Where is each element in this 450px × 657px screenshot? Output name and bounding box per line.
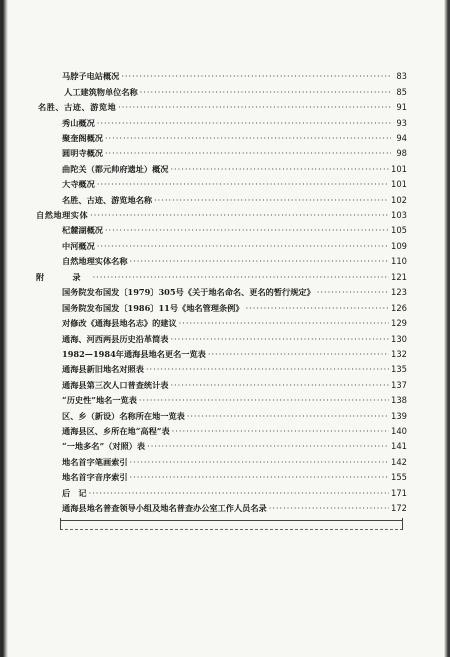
toc-entry (62, 145, 407, 161)
toc-section (36, 207, 407, 223)
toc-entry-page: 138 (391, 395, 407, 405)
toc-leader-dots (97, 115, 391, 131)
toc-leader-dots (105, 222, 389, 238)
toc-entry-page: 135 (391, 364, 407, 374)
toc-entry-title: “历史性”地名一览表 (62, 395, 137, 405)
bottom-rule-tick (402, 518, 403, 530)
toc-entry-page: 155 (391, 472, 407, 482)
toc-entry-title: 中河概况 (62, 241, 95, 251)
toc-leader-dots (172, 423, 389, 439)
toc-entry-page: 140 (391, 426, 407, 436)
toc-entry-page: 102 (391, 195, 407, 205)
toc-entry-page: 85 (396, 87, 407, 97)
toc-entry-page: 101 (391, 164, 407, 174)
toc-entry-title: 地名首字音序索引 (62, 472, 128, 482)
toc-entry-title: 通海县第三次人口普查统计表 (62, 380, 169, 390)
toc-leader-dots (140, 84, 391, 100)
toc-section-title: 附 录 (36, 272, 91, 282)
toc-entry-page: 98 (396, 148, 407, 158)
toc-entry-page: 110 (391, 256, 407, 266)
toc-entry (62, 130, 407, 146)
toc-entry-page: 101 (391, 179, 407, 189)
toc-entry-page: 172 (391, 503, 407, 513)
toc-leader-dots (97, 176, 389, 192)
toc-entry-title: 圆明寺概况 (62, 148, 103, 158)
toc-entry-page: 93 (396, 118, 407, 128)
toc-leader-dots (317, 284, 389, 300)
toc-entry-page: 141 (391, 441, 407, 451)
toc-entry-title: 自然地理实体名称 (62, 256, 128, 266)
toc-entry (64, 84, 407, 100)
toc-leader-dots (130, 469, 389, 485)
toc-entry-page: 126 (391, 303, 407, 313)
toc-entry (62, 377, 407, 393)
toc-entry (62, 500, 407, 516)
toc-leader-dots (146, 361, 389, 377)
toc-entry (62, 392, 407, 408)
toc-section-title: 自然地理实体 (36, 210, 89, 220)
toc-leader-dots (179, 315, 389, 331)
toc-entry-title: 地名首字笔画索引 (62, 457, 128, 467)
toc-leader-dots (130, 454, 389, 470)
toc-entry (62, 485, 407, 501)
toc-entry-title: 对修改《通海县地名志》的建议 (62, 318, 177, 328)
toc-entry-title: 大寺概况 (62, 179, 95, 189)
toc-leader-dots (97, 238, 389, 254)
toc-section-page: 121 (391, 272, 407, 282)
toc-entry-page: 142 (391, 457, 407, 467)
toc-entry-page: 137 (391, 380, 407, 390)
toc-entry (62, 315, 407, 331)
bottom-rule (60, 520, 403, 530)
toc-entry-title: 曲陀关（都元帅府遗址）概况 (62, 164, 169, 174)
toc-entry-page: 130 (391, 334, 407, 344)
toc-leader-dots (105, 145, 391, 161)
toc-leader-dots (170, 331, 389, 347)
toc-entry-title: 杞麓湖概况 (62, 225, 103, 235)
toc-entry (62, 238, 407, 254)
toc-leader-dots (139, 392, 389, 408)
toc-entry (62, 408, 407, 424)
toc-entry (62, 176, 407, 192)
toc-entry-title: 马脖子电站概况 (62, 71, 120, 81)
toc-entry-page: 105 (391, 225, 407, 235)
toc-leader-dots (89, 485, 389, 501)
toc-entry (62, 454, 407, 470)
toc-entry (62, 438, 407, 454)
bottom-rule-tick (60, 518, 61, 530)
toc-entry-title: 名胜、古迹、游览地名称 (62, 195, 153, 205)
toc-entry (62, 222, 407, 238)
toc-entry-title: 通海县地名普查领导小组及地名普查办公室工作人员名录 (62, 503, 267, 513)
toc-leader-dots (93, 269, 389, 285)
toc-entry-title: 国务院发布国发〔1979〕305号《关于地名命名、更名的暂行规定》 (62, 287, 315, 297)
toc-entry-title: 秀山概况 (62, 118, 95, 128)
toc-leader-dots (118, 99, 391, 115)
toc-entry-title: 1982—1984年通海县地名更名一览表 (62, 349, 206, 359)
toc-entry (62, 115, 407, 131)
toc-leader-dots (246, 300, 389, 316)
toc-entry (62, 331, 407, 347)
toc-entry (62, 423, 407, 439)
toc-entry (62, 253, 407, 269)
toc-entry (62, 284, 407, 300)
toc-entry-page: 94 (396, 133, 407, 143)
toc-leader-dots (170, 377, 389, 393)
toc-leader-dots (147, 438, 389, 454)
toc-entry-title: 人工建筑物单位名称 (64, 87, 138, 97)
toc-entry-page: 129 (391, 318, 407, 328)
toc-section (36, 269, 407, 285)
toc-entry (62, 68, 407, 84)
toc-section-page: 103 (391, 210, 407, 220)
toc-section (38, 99, 407, 115)
toc-entry-page: 139 (391, 411, 407, 421)
toc-leader-dots (90, 207, 389, 223)
toc-leader-dots (208, 346, 389, 362)
toc-entry (62, 361, 407, 377)
toc-entry-title: 国务院发布国发〔1986〕11号《地名管理条例》 (62, 303, 244, 313)
toc-entry-page: 109 (391, 241, 407, 251)
toc-entry (62, 161, 407, 177)
toc-entry-title: 通海县区、乡所在地“高程”表 (62, 426, 170, 436)
toc-entry-title: 区、乡（新设）名称所在地一览表 (62, 411, 185, 421)
toc-entry (62, 346, 407, 362)
toc-entry (62, 192, 407, 208)
toc-leader-dots (269, 500, 389, 516)
toc-entry-page: 171 (391, 488, 407, 498)
toc-leader-dots (105, 130, 391, 146)
toc-section-title: 名胜、古迹、游览地 (38, 102, 117, 112)
toc-entry-page: 83 (396, 71, 407, 81)
toc-leader-dots (130, 253, 389, 269)
toc-entry-title: “一地多名”（对照）表 (62, 441, 146, 451)
toc-leader-dots (121, 68, 391, 84)
toc-entry-title: 通海县新旧地名对照表 (62, 364, 144, 374)
toc-entry (62, 469, 407, 485)
toc-leader-dots (154, 192, 389, 208)
toc-entry-title: 通海、河西两县历史沿革简表 (62, 334, 169, 344)
toc-leader-dots (187, 408, 389, 424)
toc-leader-dots (170, 161, 389, 177)
toc-entry-title: 后 记 (62, 488, 87, 498)
toc-entry-page: 132 (391, 349, 407, 359)
toc-entry-title: 聚奎阁概况 (62, 133, 103, 143)
toc-entry (62, 300, 407, 316)
toc-section-page: 91 (396, 102, 407, 112)
toc-entry-page: 123 (391, 287, 407, 297)
